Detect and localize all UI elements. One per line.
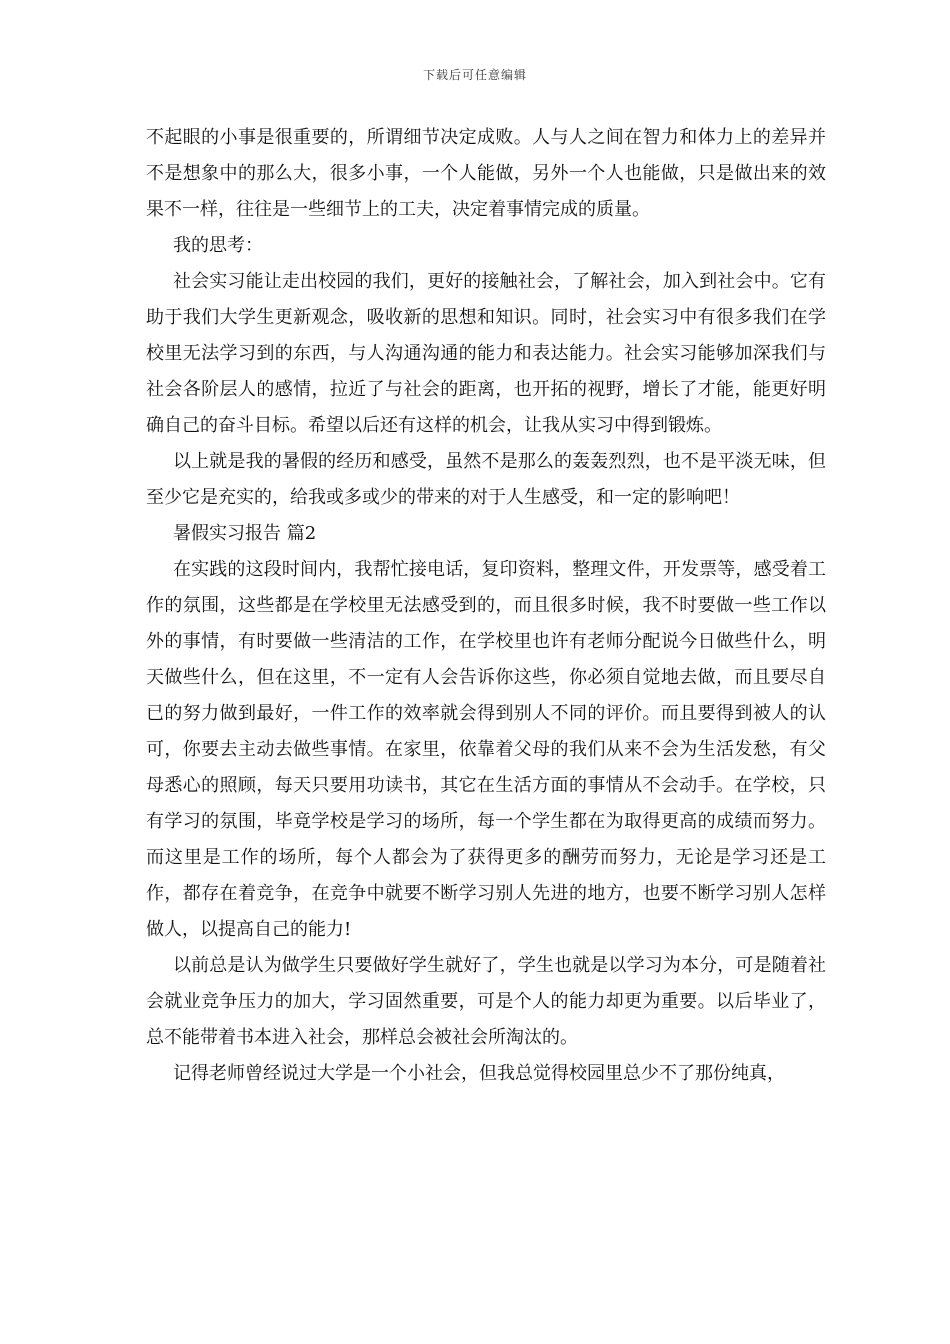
page-header: 下载后可任意编辑: [422, 68, 527, 82]
paragraph-student-role: 以前总是认为做学生只要做好学生就好了，学生也就是以学习为本分，可是随着社会就业竞争压力的加大，学习固然重要，可是个人的能力却更为重要。以后毕业了，总不能带着书本进入社会，那样总会被社会所淘汰的。: [146, 955, 826, 1048]
paragraph-social-practice: 社会实习能让走出校园的我们，更好的接触社会，了解社会，加入到社会中。它有助于我们大学生更新观念，吸收新的思想和知识。同时，社会实习中有很多我们在学校里无法学习到的东西，与人沟通沟通的能力和表达能力。社会实习能够加深我们与社会各阶层人的感情，拉近了与社会的距离，也开拓的视野，增长了才能，能更好明确自己的奋斗目标。希望以后还有这样的机会，让我从实习中得到锻炼。: [146, 271, 826, 436]
paragraph-details: 不起眼的小事是很重要的，所谓细节决定成败。人与人之间在智力和体力上的差异并不是想象中的那么大，很多小事，一个人能做，另外一个人也能做，只是做出来的效果不一样，往往是一些细节上的工夫，决定着事情完成的质量。: [146, 127, 826, 220]
paragraph-my-thoughts-heading: 我的思考：: [173, 235, 263, 256]
paragraph-teacher-said: 记得老师曾经说过大学是一个小社会，但我总觉得校园里总少不了那份纯真，: [173, 1063, 785, 1084]
document-body: [146, 120, 826, 1092]
section-heading-report-2: 暑假实习报告 篇2: [173, 523, 317, 544]
paragraph-summary: 以上就是我的暑假的经历和感受，虽然不是那么的轰轰烈烈，也不是平淡无味，但至少它是充实的，给我或多或少的带来的对于人生感受，和一定的影响吧！: [146, 451, 826, 508]
paragraph-practice-period: 在实践的这段时间内，我帮忙接电话，复印资料，整理文件，开发票等，感受着工作的氛围，这些都是在学校里无法感受到的，而且很多时候，我不时要做一些工作以外的事情，有时要做一些清洁的工作，在学校里也许有老师分配说今日做些什么，明天做些什么，但在这里，不一定有人会告诉你这些，你必须自觉地去做，而且要尽自已的努力做到最好，一件工作的效率就会得到别人不同的评价。而且要得到被人的认可，你要去主动去做些事情。在家里，依靠着父母的我们从来不会为生活发愁，有父母悉心的照顾，每天只要用功读书，其它在生活方面的事情从不会动手。在学校，只有学习的氛围，毕竟学校是学习的场所，每一个学生都在为取得更高的成绩而努力。而这里是工作的场所，每个人都会为了获得更多的酬劳而努力，无论是学习还是工作，都存在着竞争，在竞争中就要不断学习别人先进的地方，也要不断学习别人怎样做人，以提高自己的能力!: [146, 559, 826, 940]
